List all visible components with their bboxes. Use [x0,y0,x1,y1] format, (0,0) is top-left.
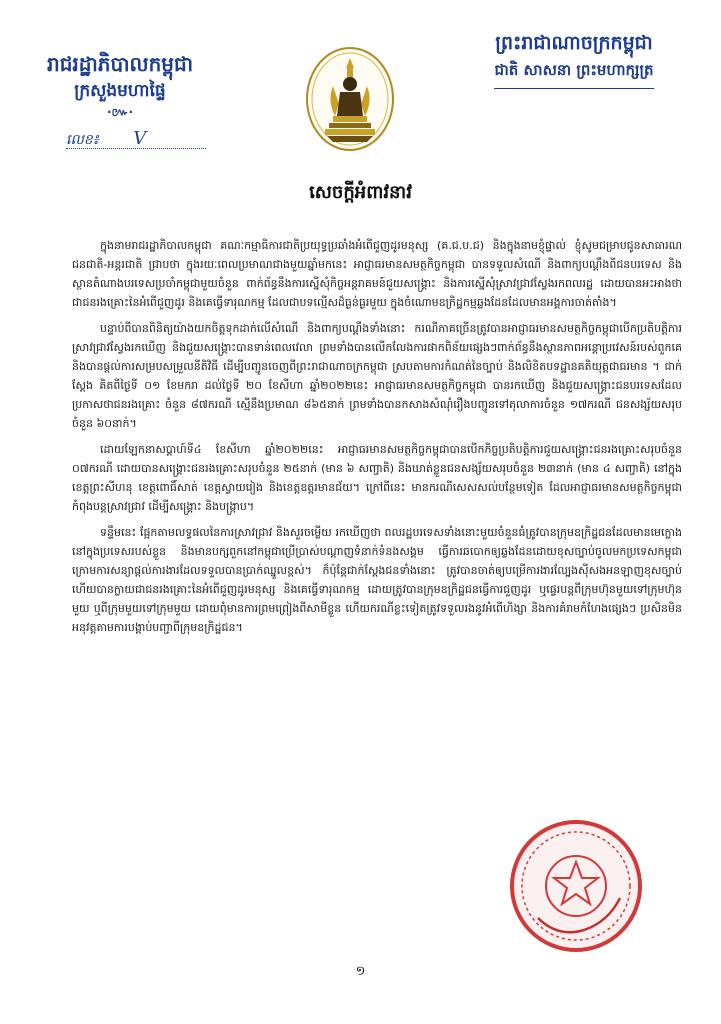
paragraph-1: ក្នុងនាមរាជរដ្ឋាភិបាលកម្ពុជា គណៈកម្មាធិការជាតិប្រយុទ្ធប្រឆាំងអំពើជួញដូរមនុស្ស (គ.ជ.ប.ជ) និងក្នុងនាមខ្ញុំផ្ទាល់ ខ្ញុំសូមជម្រាបជូនសាធារណជនជាតិ-អន្តរជាតិ ជ្រាបថា ក្នុងរយៈពេលប្រមាណជាងមួយឆ្នាំមកនេះ អាជ្ញាធរមានសមត្ថកិច្ចកម្ពុជា បានទទួលសំណើ និងពាក្យបណ្តឹងពីជនបរទេស និងស្ថានតំណាងបរទេសប្រចាំកម្ពុជាមួយចំនួន ពាក់ព័ន្ធនឹងការស្នើសុំកិច្ចអន្តរាគមន៍ជួយសង្គ្រោះ និងការស្នើសុំស្រាវជ្រាវស្វែងរកពលរដ្ឋ ដោយបានអះអាងថាជាជនរងគ្រោះនៃអំពើជួញដូរ និងគេធ្វើទារុណកម្ម ដែលជាបទល្មើសដ៏ធ្ងន់ធ្ងរមួយ ក្នុងចំណោមឧក្រិដ្ឋកម្មឆ្លងដែនដែលមានអង្គការចាត់តាំង។ [72,239,682,309]
reference-value: V [133,128,147,149]
kingdom-name: ព្រះរាជាណាចក្រកម្ពុជា [495,32,653,54]
paragraph-2: បន្ទាប់ពីបានពិនិត្យយ៉ាងយកចិត្តទុកដាក់លើសំណើ និងពាក្យបណ្តឹងទាំងនោះ ករណីភាគច្រើនត្រូវបានអាជ្ញាធរមានសមត្ថកិច្ចកម្ពុជាបើកប្រតិបត្តិការស្រាវជ្រាវស្វែងរកឃើញ និងជួយសង្គ្រោះបានទាន់ពេលវេលា ព្រមទាំងបានលើកលែងការផាកពិន័យផ្សេងៗពាក់ព័ន្ធនឹងស្ថានភាពអន្តោប្រវេសន៍របស់ពួកគេ និងបានផ្តល់ការសម្របសម្រួលនីតិវិធី ដើម្បីបញ្ជូនចេញពីព្រះរាជាណាចក្រកម្ពុជា ស្របតាមការកំណត់នៃច្បាប់ និងលិខិតបទដ្ឋានគតិយុត្តជាធរមាន ។ ជាក់ស្តែង គិតពីថ្ងៃទី ០១ ខែមករា ដល់ថ្ងៃទី ២០ ខែសីហា ឆ្នាំ២០២២នេះ អាជ្ញាធរមានសមត្ថកិច្ចកម្ពុជា បានរកឃើញ និងជួយសង្គ្រោះជនបរទេសដែលប្រកាសថាជនរងគ្រោះ ចំនួន ៨៧ករណី ស្មើនឹងប្រមាណ ៨៦៥នាក់ ព្រមទាំងបានកសាងសំណុំរឿងបញ្ជូនទៅតុលាការចំនួន ១៧ករណី ជនសង្ស័យសរុបចំនួន ៦០នាក់។ [72,322,682,430]
header-divider [494,88,654,89]
document-title: សេចក្តីអំពាវនាវ [309,182,412,203]
reference-label: លេខ៖ [66,132,99,148]
page-number: ១ [355,964,366,979]
reference-number-line [66,128,206,149]
ministry-header [30,50,210,120]
kingdom-header [469,28,679,89]
government-name: រាជរដ្ឋាភិបាលកម្ពុជា [47,52,193,76]
document-body [72,236,682,644]
header-ornament: ·៚· [106,105,134,119]
official-seal-icon [508,818,644,954]
paragraph-3: ដោយឡែកនាសប្តាហ៍ទី៤ ខែសីហា ឆ្នាំ២០២២នេះ អាជ្ញាធរមានសមត្ថកិច្ចកម្ពុជាបានបើកកិច្ចប្រតិបត្តិការជួយសង្គ្រោះជនរងគ្រោះសរុបចំនួន ០៧ករណី ដោយបានសង្គ្រោះជនរងគ្រោះសរុបចំនួន ២៥នាក់ (មាន ៦ សញ្ជាតិ) និងឃាត់ខ្លួនជនសង្ស័យសរុបចំនួន ២៣នាក់ (មាន ៤ សញ្ជាតិ) នៅក្នុងខេត្តព្រះសីហនុ ខេត្តពោធិ៍សាត់ ខេត្តស្វាយរៀង និងខេត្តឧត្តរមានជ័យ។ ក្រៅពីនេះ មានករណីសេសសល់បន្ថែមទៀត ដែលអាជ្ញាធរមានសមត្ថកិច្ចកម្ពុជាកំពុងបន្តស្រាវជ្រាវ ដើម្បីសង្គ្រោះ និងបង្ក្រាប។ [72,443,682,513]
national-motto: ជាតិ សាសនា ព្រះមហាក្សត្រ [494,61,654,79]
royal-emblem-icon [305,46,395,152]
ministry-name: ក្រសួងមហាផ្ទៃ [74,81,166,101]
paragraph-4: ទន្ទឹមនេះ ផ្អែកតាមលទ្ធផលនៃការស្រាវជ្រាវ និងសួរចម្លើយ រកឃើញថា ពលរដ្ឋបរទេសទាំងនោះមួយចំនួនធំត្រូវបានក្រុមឧក្រិដ្ឋជនដែលមានមេក្លោងនៅក្នុងប្រទេសរបស់ខ្លួន និងមានបក្សពួកនៅកម្ពុជាប្រើប្រាស់បណ្តាញទំនាក់ទំនងសង្គម ធ្វើការឆបោកឲ្យឆ្លងដែនដោយខុសច្បាប់ចូលមកប្រទេសកម្ពុជា ក្រោមការសន្យាផ្តល់ការងារដែលទទួលបានប្រាក់ឈ្នួលខ្ពស់។ ក៏ប៉ុន្តែជាក់ស្តែងជនទាំងនោះ ត្រូវបានចាត់ឲ្យបម្រើការងារល្បែងស៊ីសងអនឡាញខុសច្បាប់ ហើយបានក្លាយជាជនរងគ្រោះនៃអំពើជួញដូរមនុស្ស និងគេធ្វើទារុណកម្ម ដោយត្រូវបានក្រុមឧក្រិដ្ឋជនធ្វើការជួញដូរ ឬផ្ទេរបន្តពីក្រុមហ៊ុនមួយទៅក្រុមហ៊ុនមួយ ឬពីក្រុមមួយទៅក្រុមមួយ ដោយពុំមានការព្រមព្រៀងពីសាមីខ្លួន ហើយករណីខ្លះទៀតត្រូវទទួលរងនូវអំពើហិង្សា និងការគំរាមកំហែងផ្សេងៗ ប្រសិនមិនអនុវត្តតាមការបង្គាប់បញ្ជាពីក្រុមឧក្រិដ្ឋជន។ [72,526,682,634]
